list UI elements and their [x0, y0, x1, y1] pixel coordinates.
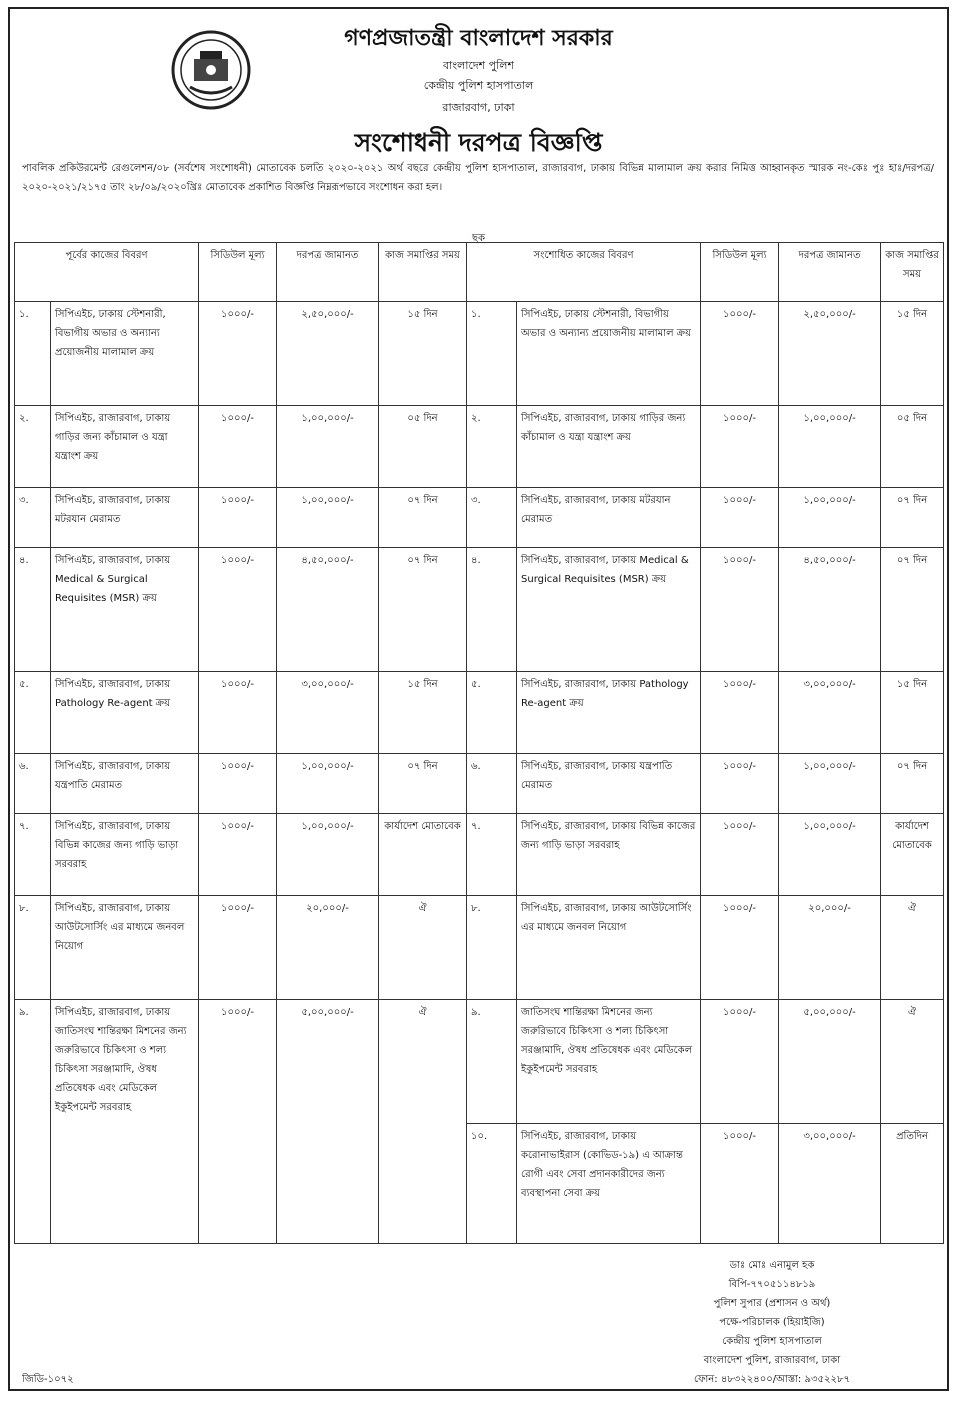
new-bid-security: ২০,০০০/-: [779, 896, 881, 1000]
bid-security: ৫,০০,০০০/-: [277, 1000, 379, 1244]
serial: ৫.: [15, 672, 51, 754]
government-title: গণপ্রজাতন্ত্রী বাংলাদেশ সরকার: [344, 26, 613, 51]
completion-time: ঐ: [379, 896, 467, 1000]
new-serial: ৭.: [467, 814, 517, 896]
table-header-row: [15, 243, 944, 302]
col-schedule-price: সিডিউল মূল্য: [199, 243, 277, 302]
signatory-office: কেন্দ্রীয় পুলিশ হাসপাতাল: [722, 1336, 822, 1347]
completion-time: কার্যাদেশ মোতাবেক: [379, 814, 467, 896]
table-row: [15, 548, 944, 672]
new-serial: ৮.: [467, 896, 517, 1000]
new-schedule-price: ১০০০/-: [701, 754, 779, 814]
serial: ৪.: [15, 548, 51, 672]
table-row: [15, 814, 944, 896]
bid-security: ১,০০,০০০/-: [277, 754, 379, 814]
new-bid-security: ৫,০০,০০০/-: [779, 1000, 881, 1124]
col-new-desc: সংশোধিত কাজের বিবরণ: [467, 243, 701, 302]
schedule-price: ১০০০/-: [199, 754, 277, 814]
new-description: সিপিএইচ, রাজারবাগ, ঢাকায় Medical & Surgical Requisites (MSR) ক্রয়: [517, 548, 701, 672]
prev-description: সিপিএইচ, ঢাকায় স্টেশনারী, বিভাগীয় অভার ও অন্যান্য প্রয়োজনীয় মালামাল ক্রয়: [51, 302, 199, 406]
prev-description: সিপিএইচ, রাজারবাগ, ঢাকায় গাড়ির জন্য কাঁচামাল ও যন্ত্রা যন্ত্রাংশ ক্রয়: [51, 406, 199, 488]
location-line: রাজারবাগ, ঢাকা: [442, 101, 515, 114]
signatory-role: পক্ষে-পরিচালক (হিয়াইজি): [719, 1317, 825, 1328]
tender-notice-page: [8, 7, 949, 1391]
new-bid-security: ১,০০,০০০/-: [779, 406, 881, 488]
schedule-price: ১০০০/-: [199, 488, 277, 548]
new-serial: ২.: [467, 406, 517, 488]
completion-time: ১৫ দিন: [379, 672, 467, 754]
col-prev-desc: পূর্বের কাজের বিবরণ: [15, 243, 199, 302]
table-row: [15, 302, 944, 406]
table-row: [15, 672, 944, 754]
new-schedule-price: ১০০০/-: [701, 672, 779, 754]
new-serial: ৫.: [467, 672, 517, 754]
bid-security: ২০,০০০/-: [277, 896, 379, 1000]
schedule-price: ১০০০/-: [199, 548, 277, 672]
new-serial: ১০.: [467, 1124, 517, 1244]
signatory-name: ডাঃ মোঃ এনামুল হক: [729, 1260, 815, 1271]
completion-time: ০৭ দিন: [379, 548, 467, 672]
new-completion-time: কার্যাদেশ মোতাবেক: [881, 814, 944, 896]
serial: ৩.: [15, 488, 51, 548]
notice-title: সংশোধনী দরপত্র বিজ্ঞপ্তি: [354, 128, 603, 157]
table-row: [15, 488, 944, 548]
new-description: সিপিএইচ, ঢাকায় স্টেশনারী, বিভাগীয় অভার ও অন্যান্য প্রয়োজনীয় মালামাল ক্রয়: [517, 302, 701, 406]
col-completion-time: কাজ সমাপ্তির সময়: [379, 243, 467, 302]
schedule-price: ১০০০/-: [199, 896, 277, 1000]
new-completion-time: ১৫ দিন: [881, 672, 944, 754]
schedule-price: ১০০০/-: [199, 302, 277, 406]
signatory-address: বাংলাদেশ পুলিশ, রাজারবাগ, ঢাকা: [703, 1355, 841, 1366]
completion-time: ১৫ দিন: [379, 302, 467, 406]
new-schedule-price: ১০০০/-: [701, 1124, 779, 1244]
signatory-rank: পুলিশ সুপার (প্রশাসন ও অর্থ): [713, 1298, 831, 1309]
new-completion-time: ০৭ দিন: [881, 488, 944, 548]
new-description: সিপিএইচ, রাজারবাগ, ঢাকায় করোনাভাইরাস (কোভিড-১৯) এ আক্রান্ত রোগী এবং সেবা প্রদানকারীদের জন্য ব্যবস্থাপনা সেবা ক্রয়: [517, 1124, 701, 1244]
table-row: [15, 896, 944, 1000]
tender-table: [14, 242, 944, 1244]
table-row: [15, 406, 944, 488]
serial: ৬.: [15, 754, 51, 814]
prev-description: সিপিএইচ, রাজারবাগ, ঢাকায় Pathology Re-agent ক্রয়: [51, 672, 199, 754]
new-bid-security: ১,০০,০০০/-: [779, 754, 881, 814]
signature-block: [657, 1256, 887, 1389]
new-description: সিপিএইচ, রাজারবাগ, ঢাকায় বিভিন্ন কাজের জন্য গাড়ি ভাড়া সরবরাহ: [517, 814, 701, 896]
new-description: সিপিএইচ, রাজারবাগ, ঢাকায় মটরযান মেরামত: [517, 488, 701, 548]
new-bid-security: ৪,৫০,০০০/-: [779, 548, 881, 672]
serial: ১.: [15, 302, 51, 406]
table-row: [15, 1000, 944, 1124]
serial: ২.: [15, 406, 51, 488]
table-row: [15, 754, 944, 814]
prev-description: সিপিএইচ, রাজারবাগ, ঢাকায় বিভিন্ন কাজের জন্য গাড়ি ভাড়া সরবরাহ: [51, 814, 199, 896]
new-schedule-price: ১০০০/-: [701, 548, 779, 672]
serial: ৯.: [15, 1000, 51, 1244]
prev-description: সিপিএইচ, রাজারবাগ, ঢাকায় মটরযান মেরামত: [51, 488, 199, 548]
new-schedule-price: ১০০০/-: [701, 814, 779, 896]
new-schedule-price: ১০০০/-: [701, 488, 779, 548]
col-new-bid-security: দরপত্র জামানত: [779, 243, 881, 302]
new-serial: ৩.: [467, 488, 517, 548]
new-schedule-price: ১০০০/-: [701, 406, 779, 488]
serial: ৮.: [15, 896, 51, 1000]
new-serial: ৬.: [467, 754, 517, 814]
col-new-completion-time: কাজ সমাপ্তির সময়: [881, 243, 944, 302]
department-line: বাংলাদেশ পুলিশ: [443, 59, 514, 72]
signatory-phone: ফোন: ৪৮৩২২৪০০/আস্তা: ৯৩৫২২৮৭: [694, 1374, 850, 1385]
prev-description: সিপিএইচ, রাজারবাগ, ঢাকায় Medical & Surgical Requisites (MSR) ক্রয়: [51, 548, 199, 672]
new-description: সিপিএইচ, রাজারবাগ, ঢাকায় আউটসোর্সিং এর মাধ্যমে জনবল নিয়োগ: [517, 896, 701, 1000]
bid-security: ১,০০,০০০/-: [277, 814, 379, 896]
new-schedule-price: ১০০০/-: [701, 896, 779, 1000]
new-bid-security: ১,০০,০০০/-: [779, 814, 881, 896]
prev-description: সিপিএইচ, রাজারবাগ, ঢাকায় যন্ত্রপাতি মেরামত: [51, 754, 199, 814]
reference-number: জিডি-১০৭২: [22, 1374, 74, 1385]
bid-security: ১,০০,০০০/-: [277, 488, 379, 548]
completion-time: ০৫ দিন: [379, 406, 467, 488]
prev-description: সিপিএইচ, রাজারবাগ, ঢাকায় জাতিসংঘ শান্তিরক্ষা মিশনের জন্য জরুরিভাবে চিকিৎসা ও শল্য চিকিৎসা সরঞ্জামাদি, ঔষধ প্রতিষেধক এবং মেডিকেল ইকুইপমেন্ট সরবরাহ: [51, 1000, 199, 1244]
new-bid-security: ৩,০০,০০০/-: [779, 672, 881, 754]
bid-security: ১,০০,০০০/-: [277, 406, 379, 488]
prev-description: সিপিএইচ, রাজারবাগ, ঢাকায় আউটসোর্সিং এর মাধ্যমে জনবল নিয়োগ: [51, 896, 199, 1000]
new-serial: ৯.: [467, 1000, 517, 1124]
bid-security: ২,৫০,০০০/-: [277, 302, 379, 406]
schedule-price: ১০০০/-: [199, 672, 277, 754]
new-description: জাতিসংঘ শান্তিরক্ষা মিশনের জন্য জরুরিভাবে চিকিৎসা ও শল্য চিকিৎসা সরঞ্জামাদি, ঔষধ প্রতিষেধক এবং মেডিকেল ইকুইপমেন্ট সরবরাহ: [517, 1000, 701, 1124]
new-completion-time: প্রতিদিন: [881, 1124, 944, 1244]
col-bid-security: দরপত্র জামানত: [277, 243, 379, 302]
new-description: সিপিএইচ, রাজারবাগ, ঢাকায় যন্ত্রপাতি মেরামত: [517, 754, 701, 814]
new-serial: ৪.: [467, 548, 517, 672]
bid-security: ৪,৫০,০০০/-: [277, 548, 379, 672]
new-description: সিপিএইচ, রাজারবাগ, ঢাকায় গাড়ির জন্য কাঁচামাল ও যন্ত্রা যন্ত্রাংশ ক্রয়: [517, 406, 701, 488]
new-completion-time: ০৭ দিন: [881, 754, 944, 814]
col-new-schedule-price: সিডিউল মূল্য: [701, 243, 779, 302]
new-completion-time: ০৫ দিন: [881, 406, 944, 488]
intro-paragraph: পাবলিক প্রকিউরমেন্ট রেগুলেশন/০৮ (সর্বশেষ সংশোধনী) মোতাবেক চলতি ২০২০-২০২১ অর্থ বছরে কেন্দ্রীয় পুলিশ হাসপাতাল, রাজারবাগ, ঢাকায় বিভিন্ন মালামাল ক্রয় করার নিমিত্ত আহ্বানকৃত স্মারক নং-কেঃ পুঃ হাঃ/দরপত্র/২০২০-২০২১/২১৭৫ তাং ২৮/০৯/২০২০খ্রিঃ মোতাবেক প্রকাশিত বিজ্ঞপ্তি নিম্নরূপভাবে সংশোধন করা হল।: [22, 163, 934, 193]
new-bid-security: ২,৫০,০০০/-: [779, 302, 881, 406]
new-schedule-price: ১০০০/-: [701, 302, 779, 406]
completion-time: ০৭ দিন: [379, 754, 467, 814]
new-completion-time: ০৭ দিন: [881, 548, 944, 672]
bid-security: ৩,০০,০০০/-: [277, 672, 379, 754]
new-bid-security: ১,০০,০০০/-: [779, 488, 881, 548]
signatory-bp: বিপি-৭৭০৫১১৪৮১৯: [728, 1279, 816, 1290]
new-completion-time: ১৫ দিন: [881, 302, 944, 406]
new-serial: ১.: [467, 302, 517, 406]
new-bid-security: ৩,০০,০০০/-: [779, 1124, 881, 1244]
serial: ৭.: [15, 814, 51, 896]
completion-time: ঐ: [379, 1000, 467, 1244]
new-description: সিপিএইচ, রাজারবাগ, ঢাকায় Pathology Re-agent ক্রয়: [517, 672, 701, 754]
table-caption: ছক: [471, 233, 486, 244]
schedule-price: ১০০০/-: [199, 1000, 277, 1244]
new-schedule-price: ১০০০/-: [701, 1000, 779, 1124]
completion-time: ০৭ দিন: [379, 488, 467, 548]
new-completion-time: ঐ: [881, 896, 944, 1000]
new-completion-time: ঐ: [881, 1000, 944, 1124]
schedule-price: ১০০০/-: [199, 406, 277, 488]
schedule-price: ১০০০/-: [199, 814, 277, 896]
hospital-line: কেন্দ্রীয় পুলিশ হাসপাতাল: [423, 79, 534, 92]
